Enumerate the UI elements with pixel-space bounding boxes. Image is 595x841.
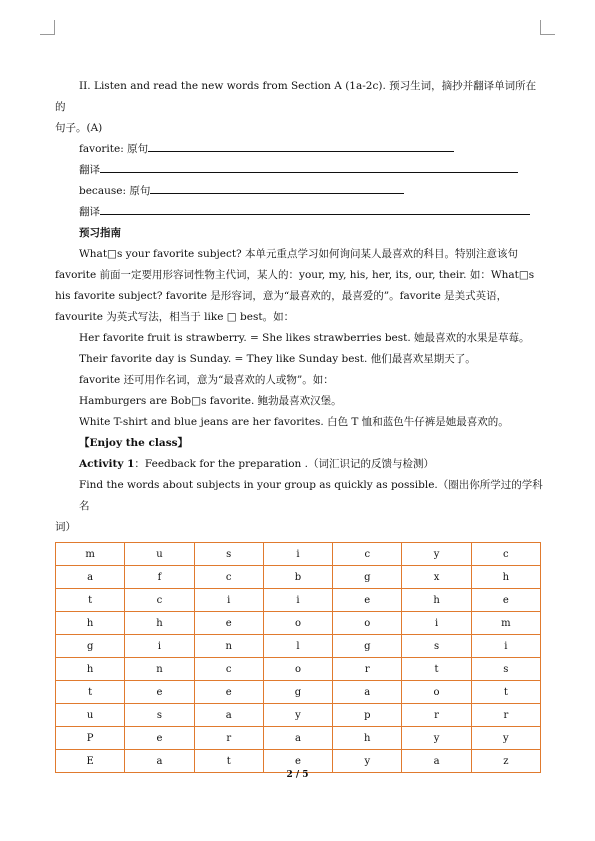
fill-label: 原句	[129, 185, 151, 197]
grid-cell[interactable]: h	[56, 612, 125, 635]
grid-cell[interactable]: i	[263, 589, 332, 612]
grid-cell[interactable]: a	[402, 750, 471, 773]
grid-cell[interactable]: E	[56, 750, 125, 773]
example-line: Her favorite fruit is strawberry. = She likes strawberries best. 她最喜欢的水果是草莓。	[79, 332, 530, 344]
grid-cell[interactable]: i	[194, 589, 263, 612]
grid-cell[interactable]: u	[125, 543, 194, 566]
grid-cell[interactable]: c	[194, 566, 263, 589]
grid-cell[interactable]: n	[125, 658, 194, 681]
example-line: favorite 还可用作名词，意为“最喜欢的人或物”。如：	[79, 374, 334, 386]
grid-row	[56, 566, 541, 589]
grid-cell[interactable]: t	[402, 658, 471, 681]
answer-blank[interactable]	[100, 160, 518, 173]
grid-row	[56, 704, 541, 727]
grid-cell[interactable]: a	[125, 750, 194, 773]
grid-cell[interactable]: t	[194, 750, 263, 773]
grid-cell[interactable]: t	[56, 681, 125, 704]
example-line: Their favorite day is Sunday. = They like Sunday best. 他们最喜欢星期天了。	[79, 353, 476, 365]
fill-label: 翻译	[79, 206, 100, 218]
grid-cell[interactable]: y	[402, 543, 471, 566]
grid-row	[56, 635, 541, 658]
grid-cell[interactable]: i	[125, 635, 194, 658]
instruction-line: Find the words about subjects in your group as quickly as possible.（圈出你所学过的学科名	[79, 479, 543, 512]
grid-cell[interactable]: y	[402, 727, 471, 750]
grid-cell[interactable]: e	[333, 589, 402, 612]
activity-label: Activity 1	[79, 458, 135, 470]
fill-word: favorite:	[79, 143, 124, 155]
grid-row	[56, 589, 541, 612]
grid-cell[interactable]: s	[125, 704, 194, 727]
grid-cell[interactable]: t	[471, 681, 540, 704]
grid-cell[interactable]: m	[56, 543, 125, 566]
grid-cell[interactable]: m	[471, 612, 540, 635]
grid-cell[interactable]: f	[125, 566, 194, 589]
fill-line-favorite-original	[55, 139, 545, 160]
grid-cell[interactable]: o	[333, 612, 402, 635]
grid-cell[interactable]: b	[263, 566, 332, 589]
grid-cell[interactable]: g	[56, 635, 125, 658]
fill-label: 翻译	[79, 164, 100, 176]
guide-line: favourite 为英式写法，相当于 like □ best。如：	[55, 311, 295, 323]
grid-cell[interactable]: y	[471, 727, 540, 750]
enjoy-heading: 【Enjoy the class】	[79, 437, 189, 449]
grid-cell[interactable]: o	[263, 658, 332, 681]
grid-cell[interactable]: P	[56, 727, 125, 750]
grid-cell[interactable]: h	[402, 589, 471, 612]
guide-line: his favorite subject? favorite 是形容词，意为“最喜欢的，最喜爱的”。favorite 是美式英语，	[55, 290, 508, 302]
grid-cell[interactable]: e	[125, 727, 194, 750]
instruction-line: 词）	[55, 521, 76, 533]
grid-cell[interactable]: e	[194, 612, 263, 635]
grid-cell[interactable]: e	[471, 589, 540, 612]
grid-row	[56, 543, 541, 566]
grid-cell[interactable]: c	[125, 589, 194, 612]
grid-cell[interactable]: g	[333, 566, 402, 589]
answer-blank[interactable]	[150, 181, 404, 194]
grid-cell[interactable]: c	[333, 543, 402, 566]
word-search-grid	[55, 542, 541, 773]
grid-cell[interactable]: o	[402, 681, 471, 704]
grid-cell[interactable]: h	[125, 612, 194, 635]
grid-cell[interactable]: i	[471, 635, 540, 658]
fill-word: because:	[79, 185, 126, 197]
page-number: 2 / 5	[286, 770, 309, 780]
example-line: White T-shirt and blue jeans are her favorites. 白色 T 恤和蓝色牛仔裤是她最喜欢的。	[79, 416, 509, 428]
grid-cell[interactable]: u	[56, 704, 125, 727]
answer-blank[interactable]	[148, 139, 454, 152]
grid-cell[interactable]: s	[402, 635, 471, 658]
guide-title: 预习指南	[79, 227, 121, 239]
grid-cell[interactable]: a	[194, 704, 263, 727]
grid-row	[56, 658, 541, 681]
grid-cell[interactable]: e	[194, 681, 263, 704]
grid-cell[interactable]: r	[402, 704, 471, 727]
section-heading: II. Listen and read the new words from Section A (1a-2c). 预习生词，摘抄并翻译单词所在的	[55, 80, 537, 113]
grid-cell[interactable]: s	[471, 658, 540, 681]
grid-row	[56, 727, 541, 750]
grid-row	[56, 612, 541, 635]
grid-cell[interactable]: y	[333, 750, 402, 773]
grid-cell[interactable]: g	[333, 635, 402, 658]
crop-mark-top-right	[540, 20, 555, 35]
grid-cell[interactable]: a	[56, 566, 125, 589]
guide-line: What□s your favorite subject? 本单元重点学习如何询问某人最喜欢的科目。特别注意该句	[79, 248, 519, 260]
crop-mark-top-left	[40, 20, 55, 35]
grid-cell[interactable]: e	[125, 681, 194, 704]
grid-cell[interactable]: p	[333, 704, 402, 727]
grid-row	[56, 681, 541, 704]
grid-cell[interactable]: n	[194, 635, 263, 658]
fill-line-because-translation	[55, 202, 545, 223]
grid-cell[interactable]: l	[263, 635, 332, 658]
fill-line-favorite-translation	[55, 160, 545, 181]
page-content	[55, 76, 545, 773]
grid-cell[interactable]: h	[56, 658, 125, 681]
grid-cell[interactable]: c	[194, 658, 263, 681]
fill-label: 原句	[127, 143, 149, 155]
grid-cell[interactable]: h	[333, 727, 402, 750]
grid-cell[interactable]: z	[471, 750, 540, 773]
grid-cell[interactable]: x	[402, 566, 471, 589]
fill-line-because-original	[55, 181, 545, 202]
guide-line: favorite 前面一定要用形容词性物主代词，某人的：your, my, his, her, its, our, their. 如：What□s	[55, 269, 535, 281]
grid-cell[interactable]: h	[471, 566, 540, 589]
example-line: Hamburgers are Bob□s favorite. 鲍勃最喜欢汉堡。	[79, 395, 342, 407]
grid-cell[interactable]: r	[471, 704, 540, 727]
grid-cell[interactable]: g	[263, 681, 332, 704]
activity-line	[55, 454, 545, 475]
grid-cell[interactable]: e	[263, 750, 332, 773]
grid-cell[interactable]: a	[263, 727, 332, 750]
grid-cell[interactable]: r	[194, 727, 263, 750]
section-heading-cont: 句子。(A)	[55, 122, 103, 134]
grid-cell[interactable]: i	[263, 543, 332, 566]
grid-cell[interactable]: c	[471, 543, 540, 566]
grid-cell[interactable]: i	[402, 612, 471, 635]
grid-cell[interactable]: o	[263, 612, 332, 635]
activity-text: ：Feedback for the preparation .（词汇识记的反馈与检测）	[134, 458, 434, 470]
answer-blank[interactable]	[100, 202, 530, 215]
grid-cell[interactable]: a	[333, 681, 402, 704]
grid-cell[interactable]: s	[194, 543, 263, 566]
grid-cell[interactable]: y	[263, 704, 332, 727]
grid-cell[interactable]: t	[56, 589, 125, 612]
grid-cell[interactable]: r	[333, 658, 402, 681]
